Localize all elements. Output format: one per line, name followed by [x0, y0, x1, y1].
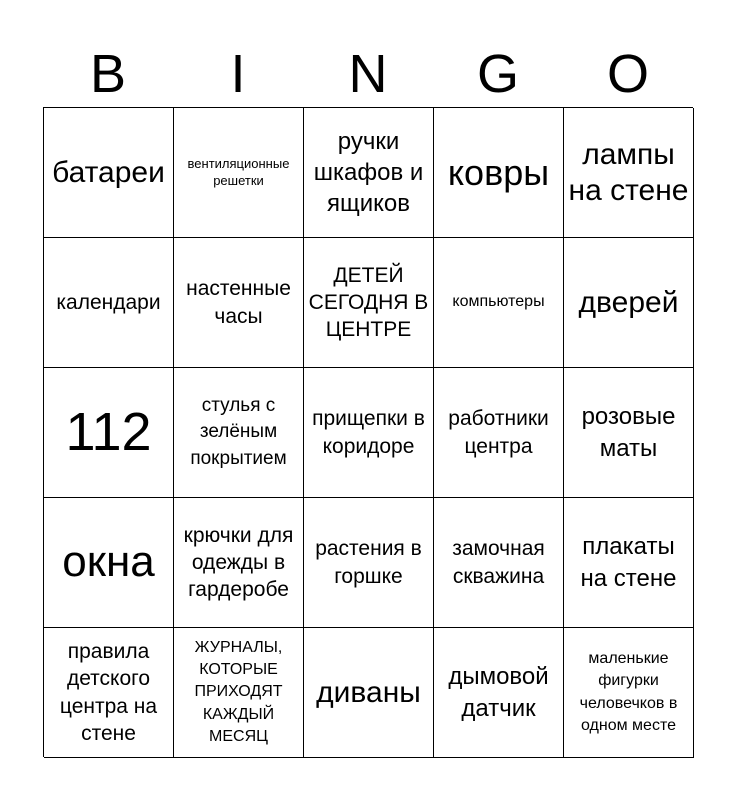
bingo-header	[43, 40, 693, 108]
bingo-cell[interactable]: дымовой датчик	[434, 628, 564, 758]
bingo-cell[interactable]: 112	[44, 368, 174, 498]
bingo-board	[43, 107, 693, 757]
bingo-cell-free[interactable]: ДЕТЕЙ СЕГОДНЯ В ЦЕНТРЕ	[304, 238, 434, 368]
bingo-cell[interactable]: лампы на стене	[564, 108, 694, 238]
bingo-cell[interactable]: батареи	[44, 108, 174, 238]
bingo-cell[interactable]: крючки для одежды в гардеробе	[174, 498, 304, 628]
bingo-cell[interactable]: правила детского центра на стене	[44, 628, 174, 758]
header-letter-b: B	[89, 44, 127, 104]
header-letter-i: I	[230, 44, 246, 104]
bingo-cell[interactable]: розовые маты	[564, 368, 694, 498]
bingo-cell[interactable]: стулья с зелёным покрытием	[174, 368, 304, 498]
bingo-cell[interactable]: ковры	[434, 108, 564, 238]
bingo-cell[interactable]: растения в горшке	[304, 498, 434, 628]
header-letter-g: G	[476, 44, 519, 104]
bingo-cell[interactable]: вентиляционные решетки	[174, 108, 304, 238]
header-letter-n: N	[348, 44, 388, 104]
bingo-cell[interactable]: настенные часы	[174, 238, 304, 368]
bingo-cell[interactable]: дверей	[564, 238, 694, 368]
bingo-cell[interactable]: ЖУРНАЛЫ, КОТОРЫЕ ПРИХОДЯТ КАЖДЫЙ МЕСЯЦ	[174, 628, 304, 758]
bingo-cell[interactable]: ручки шкафов и ящиков	[304, 108, 434, 238]
bingo-cell[interactable]: диваны	[304, 628, 434, 758]
header-letter-o: O	[606, 44, 649, 104]
bingo-cell[interactable]: окна	[44, 498, 174, 628]
bingo-cell[interactable]: маленькие фигурки человечков в одном месте	[564, 628, 694, 758]
bingo-cell[interactable]: компьютеры	[434, 238, 564, 368]
bingo-cell[interactable]: календари	[44, 238, 174, 368]
bingo-cell[interactable]: плакаты на стене	[564, 498, 694, 628]
bingo-cell[interactable]: замочная скважина	[434, 498, 564, 628]
bingo-cell[interactable]: прищепки в коридоре	[304, 368, 434, 498]
bingo-cell[interactable]: работники центра	[434, 368, 564, 498]
